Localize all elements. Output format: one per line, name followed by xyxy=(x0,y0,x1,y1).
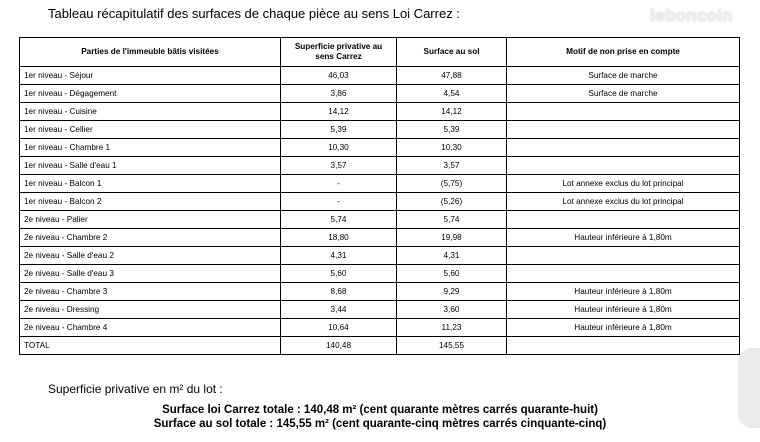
summary-label: Superficie privative en m² du lot : xyxy=(48,382,223,396)
table-header-row xyxy=(20,38,740,67)
floating-overlay-button[interactable] xyxy=(738,348,760,428)
cell-motif xyxy=(507,121,740,139)
cell-carrez: 3,44 xyxy=(281,301,397,319)
cell-sol: (5,26) xyxy=(397,193,507,211)
cell-motif xyxy=(507,103,740,121)
cell-carrez: 140,48 xyxy=(281,337,397,355)
table-row xyxy=(20,103,740,121)
sol-total-line: Surface au sol totale : 145,55 m² (cent quarante-cinq mètres carrés cinquante-cinq) xyxy=(153,418,607,430)
cell-motif: Lot annexe exclus du lot principal xyxy=(507,175,740,193)
cell-carrez: 5,60 xyxy=(281,265,397,283)
cell-partie: 2e niveau - Salle d'eau 2 xyxy=(20,247,281,265)
cell-partie: TOTAL xyxy=(20,337,281,355)
table-row xyxy=(20,139,740,157)
table-row xyxy=(20,265,740,283)
table-row xyxy=(20,283,740,301)
table-row xyxy=(20,157,740,175)
cell-carrez: 46,03 xyxy=(281,67,397,85)
cell-partie: 2e niveau - Chambre 3 xyxy=(20,283,281,301)
cell-sol: 3,57 xyxy=(397,157,507,175)
page-title: Tableau récapitulatif des surfaces de chaque pièce au sens Loi Carrez : xyxy=(48,6,460,21)
table-row xyxy=(20,193,740,211)
cell-carrez: 18,80 xyxy=(281,229,397,247)
cell-partie: 1er niveau - Salle d'eau 1 xyxy=(20,157,281,175)
cell-motif: Hauteur inférieure à 1,80m xyxy=(507,301,740,319)
column-header-carrez: Superficie privative au sens Carrez xyxy=(281,38,397,67)
table-row xyxy=(20,85,740,103)
surface-table xyxy=(19,37,740,355)
cell-partie: 1er niveau - Cellier xyxy=(20,121,281,139)
cell-partie: 1er niveau - Dégagement xyxy=(20,85,281,103)
cell-sol: 5,74 xyxy=(397,211,507,229)
cell-sol: 4,54 xyxy=(397,85,507,103)
table-row xyxy=(20,319,740,337)
cell-motif xyxy=(507,265,740,283)
column-header-sol: Surface au sol xyxy=(397,38,507,67)
cell-sol: 5,39 xyxy=(397,121,507,139)
cell-partie: 1er niveau - Séjour xyxy=(20,67,281,85)
cell-partie: 2e niveau - Chambre 2 xyxy=(20,229,281,247)
cell-carrez: 5,74 xyxy=(281,211,397,229)
cell-sol: 9,29 xyxy=(397,283,507,301)
cell-partie: 1er niveau - Chambre 1 xyxy=(20,139,281,157)
cell-sol: 10,30 xyxy=(397,139,507,157)
leboncoin-watermark: leboncoin xyxy=(650,6,733,25)
column-header-partie: Parties de l'immeuble bâtis visitées xyxy=(20,38,281,67)
table-row xyxy=(20,175,740,193)
table-row xyxy=(20,247,740,265)
cell-carrez: 5,39 xyxy=(281,121,397,139)
cell-sol: 5,60 xyxy=(397,265,507,283)
cell-motif xyxy=(507,211,740,229)
table-total-row xyxy=(20,337,740,355)
cell-motif: Lot annexe exclus du lot principal xyxy=(507,193,740,211)
table-row xyxy=(20,121,740,139)
cell-motif xyxy=(507,337,740,355)
cell-partie: 1er niveau - Balcon 1 xyxy=(20,175,281,193)
cell-sol: 14,12 xyxy=(397,103,507,121)
table-row xyxy=(20,301,740,319)
cell-partie: 2e niveau - Chambre 4 xyxy=(20,319,281,337)
cell-motif: Surface de marche xyxy=(507,85,740,103)
table-row xyxy=(20,211,740,229)
cell-motif: Surface de marche xyxy=(507,67,740,85)
cell-carrez: 4,31 xyxy=(281,247,397,265)
cell-partie: 1er niveau - Balcon 2 xyxy=(20,193,281,211)
table-row xyxy=(20,229,740,247)
cell-partie: 2e niveau - Salle d'eau 3 xyxy=(20,265,281,283)
cell-carrez: 8,68 xyxy=(281,283,397,301)
cell-sol: 3,60 xyxy=(397,301,507,319)
cell-sol: 11,23 xyxy=(397,319,507,337)
cell-motif: Hauteur inférieure à 1,80m xyxy=(507,319,740,337)
cell-carrez: - xyxy=(281,175,397,193)
table-row xyxy=(20,67,740,85)
cell-carrez: - xyxy=(281,193,397,211)
cell-motif xyxy=(507,139,740,157)
cell-motif: Hauteur inférieure à 1,80m xyxy=(507,229,740,247)
carrez-total-line: Surface loi Carrez totale : 140,48 m² (cent quarante mètres carrés quarante-huit) xyxy=(162,404,598,416)
cell-carrez: 3,57 xyxy=(281,157,397,175)
cell-sol: (5,75) xyxy=(397,175,507,193)
cell-carrez: 3,86 xyxy=(281,85,397,103)
cell-motif xyxy=(507,157,740,175)
cell-sol: 4,31 xyxy=(397,247,507,265)
cell-partie: 2e niveau - Palier xyxy=(20,211,281,229)
cell-carrez: 10,30 xyxy=(281,139,397,157)
cell-partie: 1er niveau - Cuisine xyxy=(20,103,281,121)
table-body xyxy=(20,67,740,355)
cell-motif: Hauteur inférieure à 1,80m xyxy=(507,283,740,301)
cell-carrez: 10,64 xyxy=(281,319,397,337)
cell-sol: 47,88 xyxy=(397,67,507,85)
cell-carrez: 14,12 xyxy=(281,103,397,121)
cell-sol: 19,98 xyxy=(397,229,507,247)
cell-motif xyxy=(507,247,740,265)
column-header-motif: Motif de non prise en compte xyxy=(507,38,740,67)
cell-sol: 145,55 xyxy=(397,337,507,355)
cell-partie: 2e niveau - Dressing xyxy=(20,301,281,319)
